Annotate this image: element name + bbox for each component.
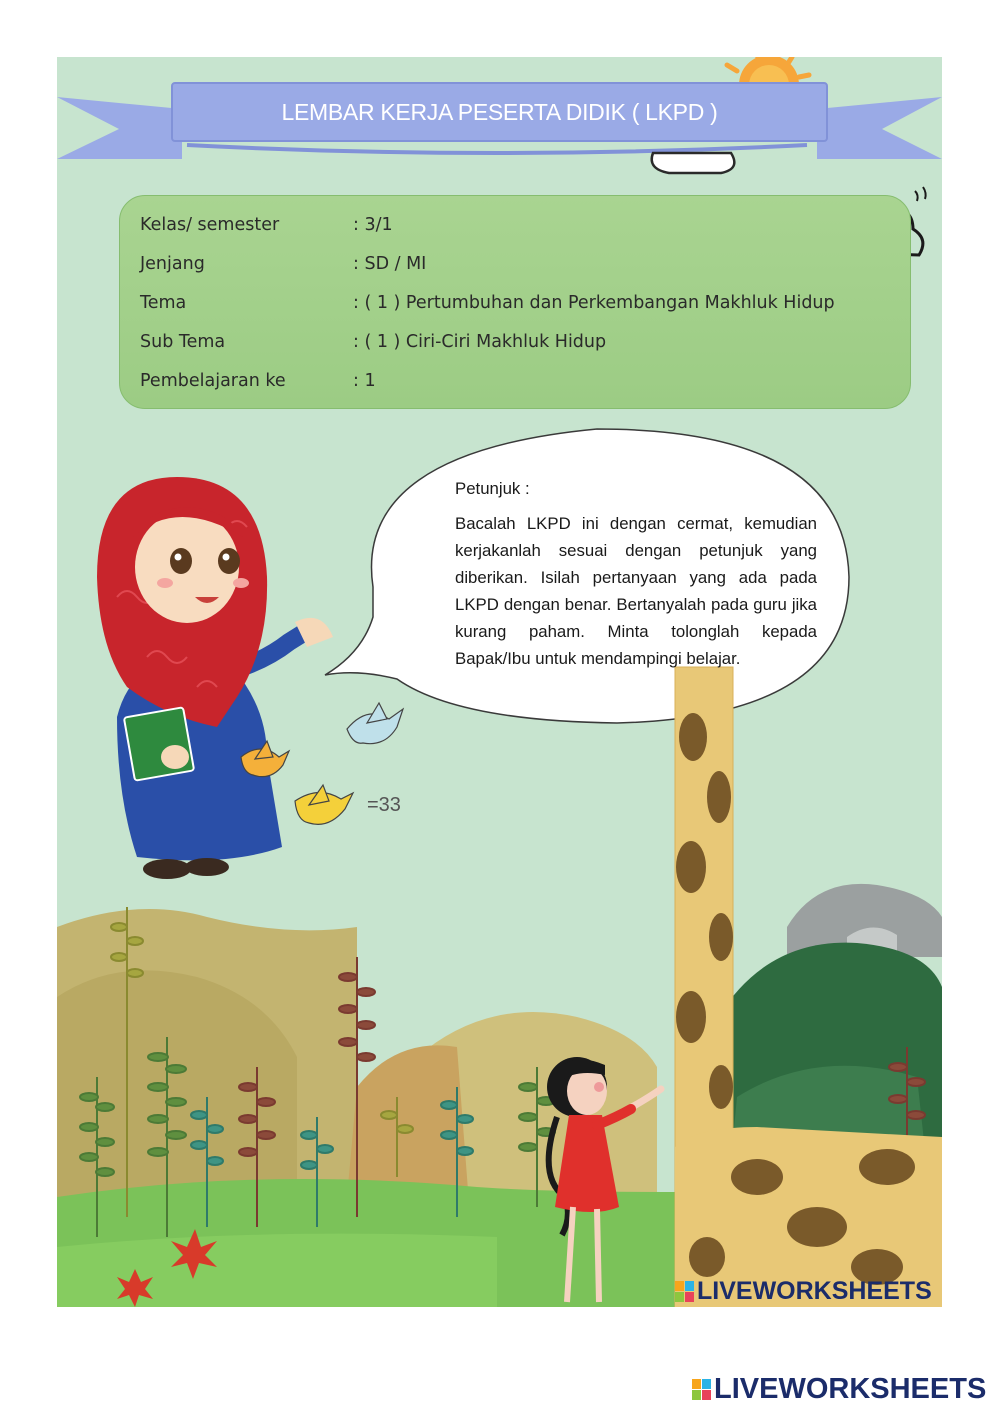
- info-label: Sub Tema: [140, 332, 226, 352]
- info-row-kelas: [140, 210, 393, 240]
- worksheet-page: [57, 57, 942, 1307]
- banner-left-wing: [57, 97, 182, 159]
- liveworksheets-logo-icon: [675, 1281, 694, 1302]
- watermark-inner: [675, 1277, 932, 1306]
- info-row-pembelajaran: [140, 366, 376, 396]
- info-value: : ( 1 ) Ciri-Ciri Makhluk Hidup: [353, 332, 607, 352]
- info-row-tema: [140, 288, 835, 318]
- liveworksheets-logo-icon: [692, 1379, 711, 1400]
- instructions: [455, 479, 817, 672]
- info-value: : 3/1: [353, 215, 393, 235]
- info-label: Jenjang: [140, 254, 205, 274]
- page-title: LEMBAR KERJA PESERTA DIDIK ( LKPD ): [281, 98, 718, 125]
- instructions-body: Bacalah LKPD ini dengan cermat, kemudian kerjakanlah sesuai dengan petunjuk yang diberikan. Isilah pertanyaan yang ada pada LKPD dengan benar. Bertanyalah pada guru jika kurang paham. Minta tolonglah kepada Bapak/Ibu untuk mendampingi belajar.: [455, 514, 817, 668]
- info-label: Pembelajaran ke: [140, 371, 286, 391]
- banner-right-wing: [817, 97, 942, 159]
- info-label: Tema: [140, 293, 187, 313]
- cloud-icon: [652, 153, 735, 173]
- info-row-subtema: [140, 327, 606, 357]
- watermark-outer: [692, 1373, 986, 1406]
- info-box: [119, 195, 911, 409]
- watermark-text: LIVEWORKSHEETS: [714, 1373, 987, 1405]
- teacher-illustration: [97, 477, 333, 879]
- instructions-title: Petunjuk :: [455, 479, 530, 498]
- bird-sound-text: =33: [367, 794, 401, 816]
- info-row-jenjang: [140, 249, 426, 279]
- info-label: Kelas/ semester: [140, 215, 280, 235]
- info-value: : 1: [353, 371, 376, 391]
- info-value: : ( 1 ) Pertumbuhan dan Perkembangan Makhluk Hidup: [353, 293, 835, 313]
- watermark-text: LIVEWORKSHEETS: [697, 1277, 932, 1305]
- info-value: : SD / MI: [353, 254, 427, 274]
